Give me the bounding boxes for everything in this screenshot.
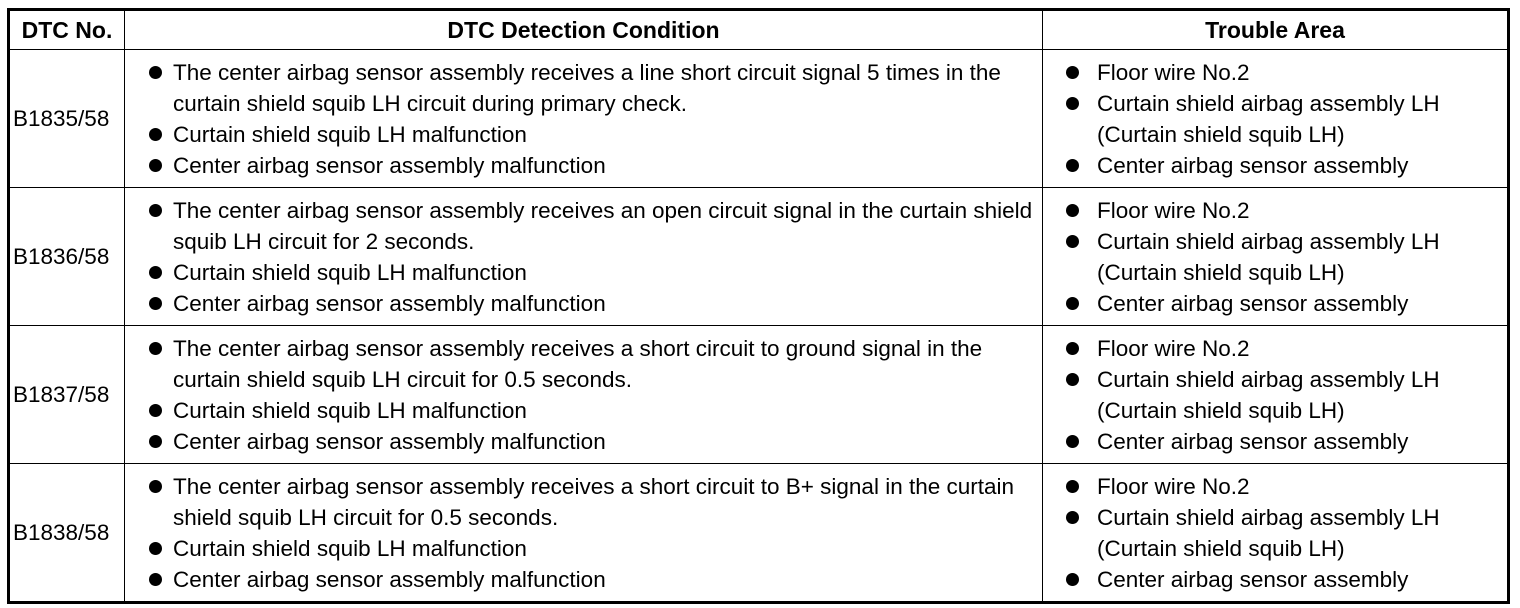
condition-item: Center airbag sensor assembly malfunction [133, 288, 1042, 319]
table-row [9, 464, 1509, 603]
table-row [9, 50, 1509, 188]
trouble-area-item: Curtain shield airbag assembly LH (Curtain shield squib LH) [1057, 364, 1507, 426]
table-row [9, 188, 1509, 326]
trouble-area-list [1043, 333, 1507, 457]
header-dtc-no: DTC No. [9, 10, 125, 50]
table-header-row [9, 10, 1509, 50]
trouble-area-cell [1043, 188, 1509, 326]
trouble-area-list [1043, 57, 1507, 181]
dtc-table [7, 8, 1510, 604]
trouble-area-item: Floor wire No.2 [1057, 57, 1507, 88]
condition-list [125, 471, 1042, 595]
condition-item: The center airbag sensor assembly receives an open circuit signal in the curtain shield squib LH circuit for 2 seconds. [133, 195, 1042, 257]
trouble-area-item: Curtain shield airbag assembly LH (Curtain shield squib LH) [1057, 88, 1507, 150]
condition-item: The center airbag sensor assembly receives a line short circuit signal 5 times in the curtain shield squib LH circuit during primary check. [133, 57, 1042, 119]
trouble-area-item: Floor wire No.2 [1057, 333, 1507, 364]
trouble-area-list [1043, 471, 1507, 595]
trouble-area-item: Center airbag sensor assembly [1057, 288, 1507, 319]
detection-condition-cell [125, 50, 1043, 188]
condition-list [125, 333, 1042, 457]
trouble-area-item: Center airbag sensor assembly [1057, 564, 1507, 595]
condition-item: Center airbag sensor assembly malfunction [133, 426, 1042, 457]
condition-item: Center airbag sensor assembly malfunction [133, 564, 1042, 595]
trouble-area-item: Floor wire No.2 [1057, 195, 1507, 226]
trouble-area-item: Curtain shield airbag assembly LH (Curtain shield squib LH) [1057, 226, 1507, 288]
condition-item: Curtain shield squib LH malfunction [133, 395, 1042, 426]
condition-item: Curtain shield squib LH malfunction [133, 533, 1042, 564]
trouble-area-item: Floor wire No.2 [1057, 471, 1507, 502]
condition-item: Curtain shield squib LH malfunction [133, 119, 1042, 150]
condition-item: Center airbag sensor assembly malfunction [133, 150, 1042, 181]
trouble-area-cell [1043, 50, 1509, 188]
trouble-area-cell [1043, 464, 1509, 603]
trouble-area-cell [1043, 326, 1509, 464]
condition-list [125, 57, 1042, 181]
header-detection-condition: DTC Detection Condition [125, 10, 1043, 50]
dtc-code: B1838/58 [9, 464, 125, 603]
dtc-code: B1837/58 [9, 326, 125, 464]
trouble-area-list [1043, 195, 1507, 319]
detection-condition-cell [125, 188, 1043, 326]
table-row [9, 326, 1509, 464]
trouble-area-item: Curtain shield airbag assembly LH (Curtain shield squib LH) [1057, 502, 1507, 564]
condition-item: The center airbag sensor assembly receives a short circuit to B+ signal in the curtain shield squib LH circuit for 0.5 seconds. [133, 471, 1042, 533]
condition-list [125, 195, 1042, 319]
trouble-area-item: Center airbag sensor assembly [1057, 426, 1507, 457]
dtc-code: B1836/58 [9, 188, 125, 326]
trouble-area-item: Center airbag sensor assembly [1057, 150, 1507, 181]
detection-condition-cell [125, 326, 1043, 464]
header-trouble-area: Trouble Area [1043, 10, 1509, 50]
condition-item: Curtain shield squib LH malfunction [133, 257, 1042, 288]
dtc-code: B1835/58 [9, 50, 125, 188]
detection-condition-cell [125, 464, 1043, 603]
condition-item: The center airbag sensor assembly receives a short circuit to ground signal in the curtain shield squib LH circuit for 0.5 seconds. [133, 333, 1042, 395]
